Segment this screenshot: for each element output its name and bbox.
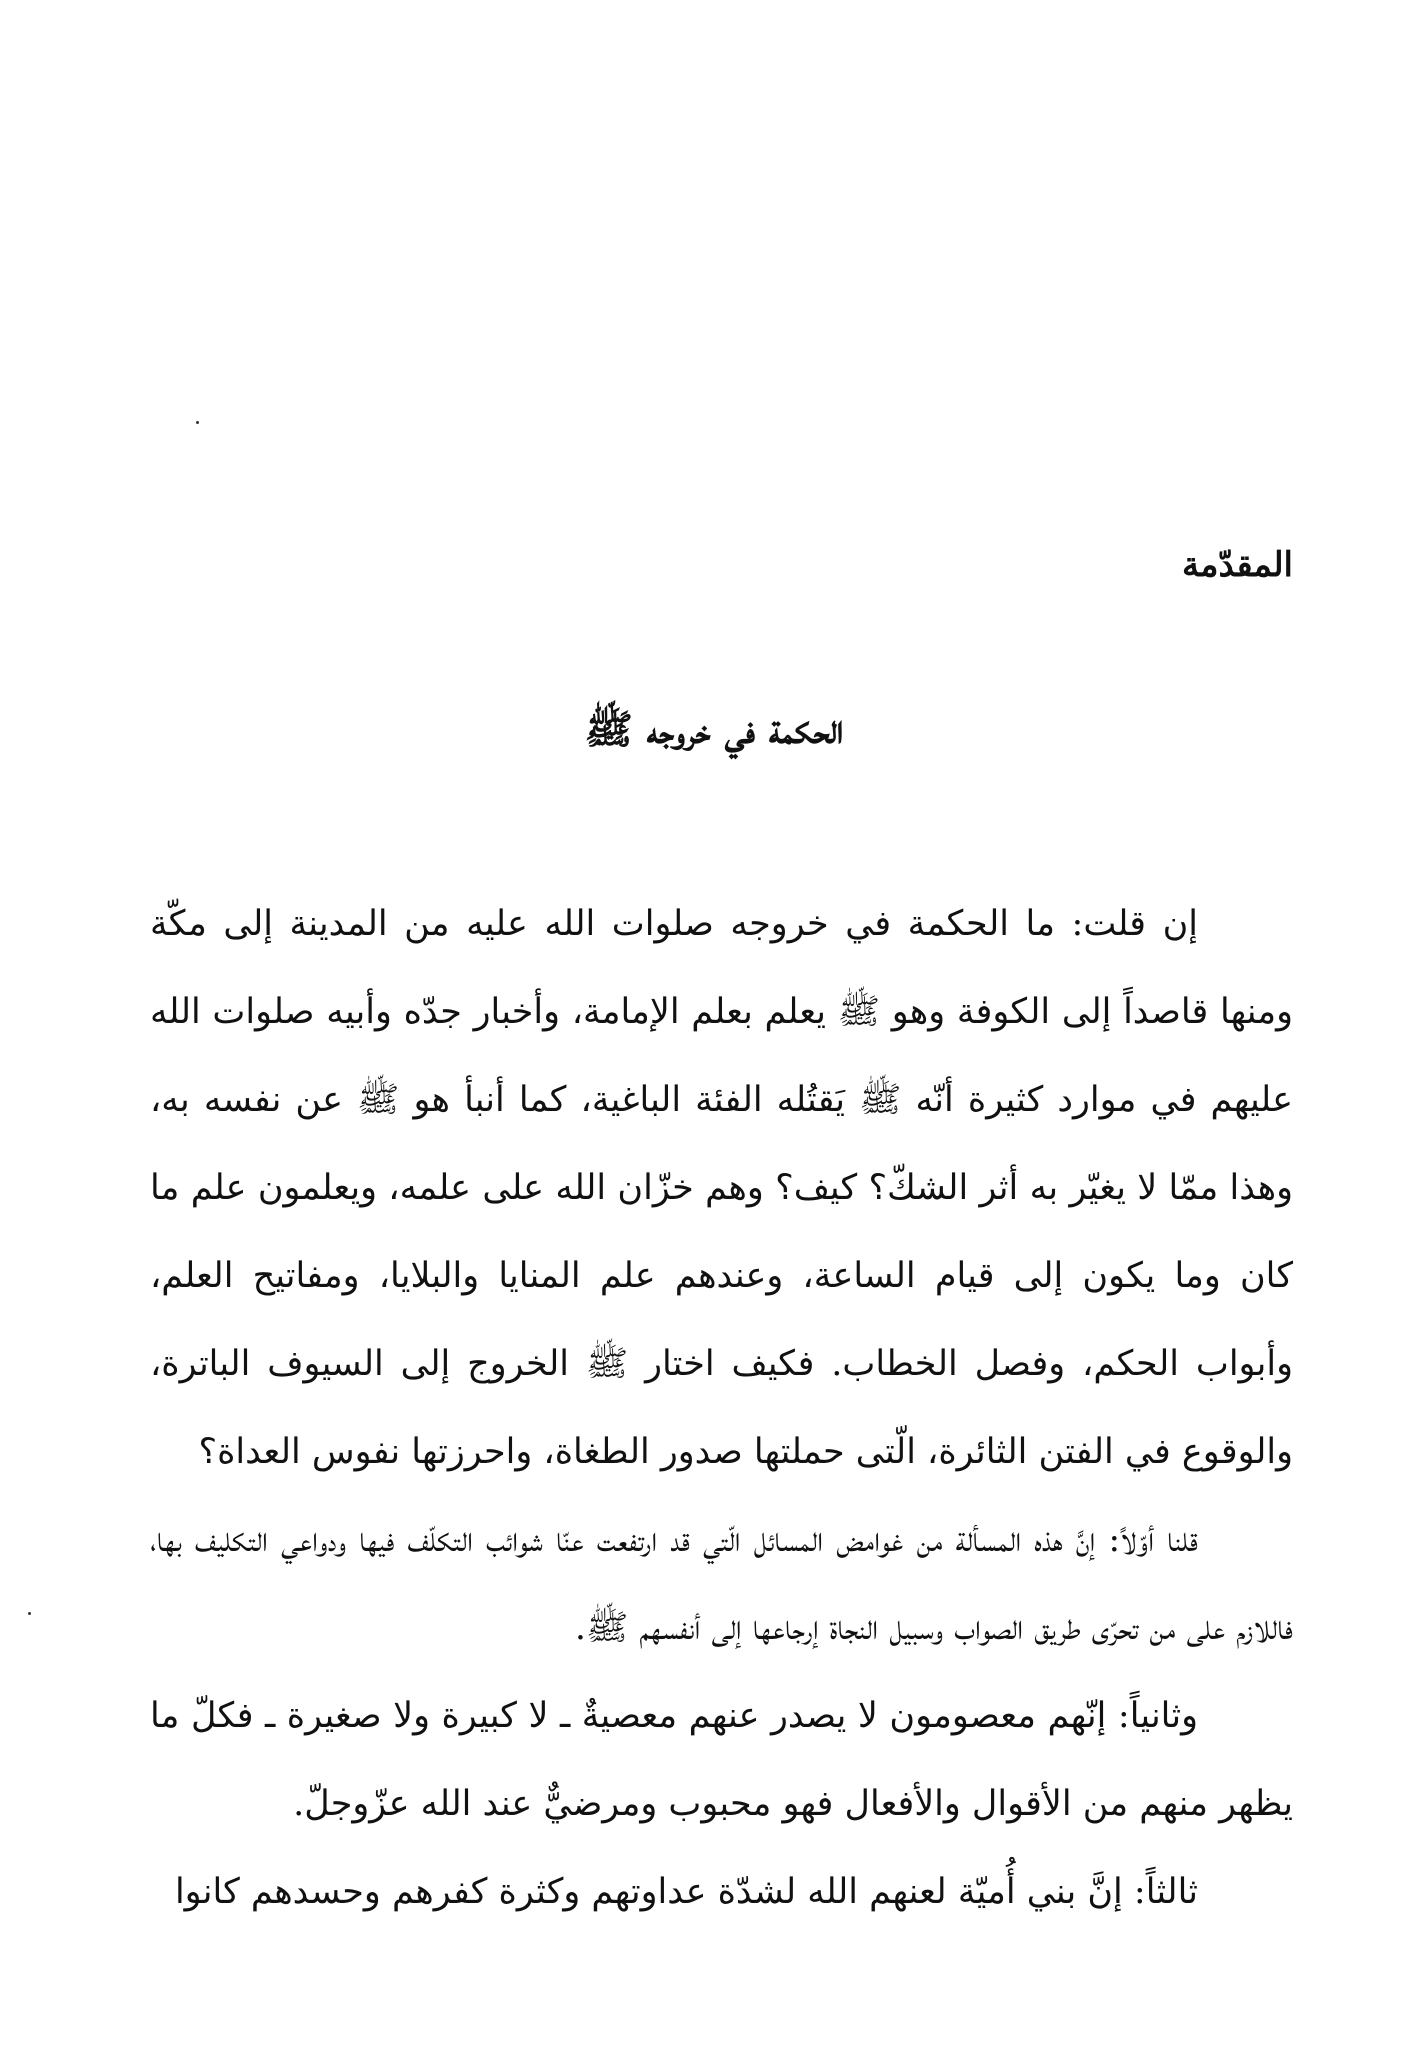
scan-speck <box>196 421 199 424</box>
paragraph-second-answer: وثانياً: إنّهم معصومون لا يصدر عنهم معصيةٌ ـ لا كبيرة ولا صغيرة ـ فكلّ ما يظهر منهم من الأقوال والأفعال فهو محبوب ومرضيٌّ عند الله عزّوجلّ. <box>150 1696 1293 1824</box>
chapter-title: الحكمة في خروجه ﷺ <box>584 706 844 753</box>
paragraph-third-answer: ثالثاً: إنَّ بني أُميّة لعنهم الله لشدّة عداوتهم وكثرة كفرهم وحسدهم كانوا <box>174 1872 1198 1912</box>
section-label: المقدّمة <box>1182 545 1293 585</box>
body-text <box>150 880 1293 1936</box>
paragraph-first-answer: قلنا أوّلاً: إنَّ هذه المسألة من غوامض المسائل الّتي قد ارتفعت عنّا شوائب التكلّف فيها ودواعي التكليف بها، فاللازم على من تحرّى طريق الصواب وسبيل النجاة إرجاعها إلى أنفسهم ﷺ. <box>150 1520 1293 1648</box>
paragraph-question: إن قلت: ما الحكمة في خروجه صلوات الله عليه من المدينة إلى مكّة ومنها قاصداً إلى الكوفة وهو ﷺ يعلم بعلم الإمامة، وأخبار جدّه وأبيه صلوات الله عليهم في موارد كثيرة أنّه ﷺ يَقتُله الفئة الباغية، كما أنبأ هو ﷺ عن نفسه به، وهذا ممّا لا يغيّر به أثر الشكّ؟ كيف؟ وهم خزّان الله على علمه، ويعلمون علم ما كان وما يكون إلى قيام الساعة، وعندهم علم المنايا والبلايا، ومفاتيح العلم، وأبواب الحكم، وفصل الخطاب. فكيف اختار ﷺ الخروج إلى السيوف الباترة، والوقوع في الفتن الثائرة، الّتى حملتها صدور الطغاة، واحرزتها نفوس العداة؟ <box>150 904 1293 1472</box>
scan-speck <box>28 1612 31 1615</box>
